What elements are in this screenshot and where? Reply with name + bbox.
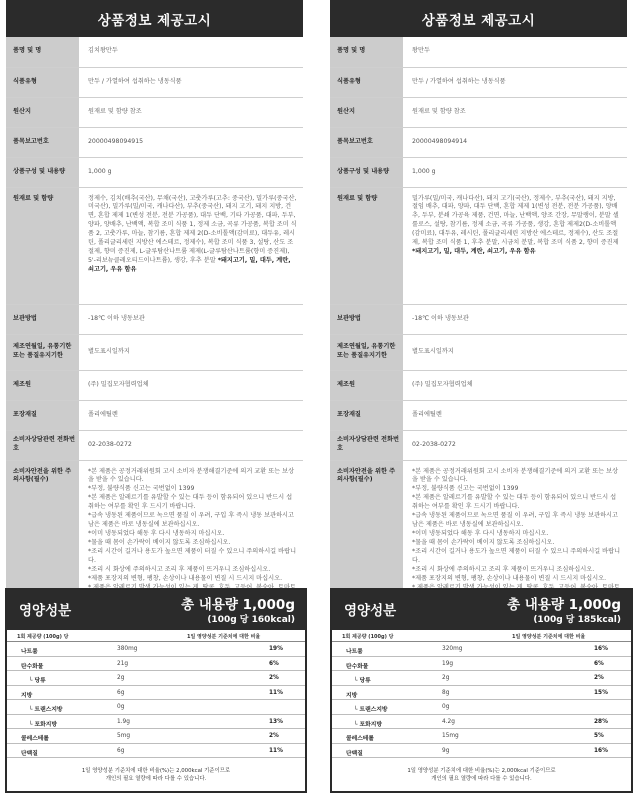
footnote-line-1: 1일 영양성분 기준치에 대한 비율(%)는 2,000kcal 기준이므로 (407, 767, 556, 774)
nutrient-name: 단백질 (21, 750, 38, 757)
info-key: 상품구성 및 내용량 (6, 157, 79, 187)
info-key: 원재료 및 함량 (330, 187, 403, 304)
nutrient-amount: 0g (442, 704, 450, 710)
nutrition-rows (332, 642, 631, 758)
info-value (79, 127, 303, 157)
info-key: 원산지 (6, 97, 79, 127)
nutrition-row (332, 686, 631, 701)
nutrition-total: 총 내용량 1,000g (181, 597, 295, 613)
nutrition-row (7, 686, 305, 701)
nutrient-name: 지방 (21, 692, 33, 699)
nutrition-kcal: (100g 당 160kcal) (207, 615, 295, 625)
nutrient-amount: 1.9g (117, 718, 130, 725)
serving-label: 1회 제공량 (100g) 당 (17, 634, 69, 640)
nutrient-percent: 2% (594, 675, 604, 681)
nutrition-row (332, 671, 631, 686)
info-key: 포장재질 (330, 400, 403, 430)
nutrient-percent: 6% (269, 660, 279, 667)
info-row (6, 37, 303, 67)
info-value (403, 37, 627, 67)
info-value-text: 정제수, 김치(배추(국산), 무채(국산), 고춧가루(고추: 중국산), 밀가루(중국산, 미국산), 밀가루(밀/미국, 캐나다산), 부추(중국산), 돼지 고기, 돼지 지방, 건면, 혼합 제제 1(변성 전분, 전분 가공품), 대두 단백, 기타 가공품, 대파, 두부, 양파, 양배추, 난백액, 복합 조미 식품 1, 정제 소금, 곡류 가공품, 복합 조미 식품 2, 고춧가루, 마늘, 참기름, 혼합 제제 2(D-소비톨액(감미료), 대두유, 레시틴, 폴리글리세린 지방산 에스테르, 정제수), 복합 조미 식품 3, 설탕, 산도 조절제, 향미 증진제, L-글루탐산나트륨 제제(L-글루탐산나트륨(향미 증진제), 5'-리보뉴클레오티드이나트륨), 생강, 후추 분말 (88, 194, 297, 265)
nutrient-name: └ 트랜스지방 (354, 704, 388, 713)
info-row (6, 67, 303, 97)
info-key: 보관방법 (330, 304, 403, 334)
info-key: 품명 및 명 (6, 37, 79, 67)
nutrient-name: └ 트랜스지방 (29, 704, 63, 713)
allergen-notice: *돼지고기, 밀, 대두, 계란, 쇠고기, 우유 함유 (88, 257, 291, 274)
info-key: 품목보고번호 (6, 127, 79, 157)
nutrient-percent: 15% (594, 689, 608, 696)
nutrient-percent: 11% (269, 747, 283, 754)
info-key: 제조연월일, 유통기한 또는 품질유지기한 (330, 334, 403, 370)
info-value (403, 334, 627, 370)
info-value (403, 97, 627, 127)
info-value-text: 만두 / 가열하여 섭취하는 냉동식품 (412, 77, 506, 85)
nutrient-name: └ 당류 (29, 675, 46, 684)
info-title: 상품정보 제공고시 (6, 0, 303, 37)
info-value (79, 334, 303, 370)
nutrition-panel-left (5, 588, 307, 793)
nutrition-row (7, 657, 305, 672)
nutrient-name: 지방 (346, 692, 358, 699)
info-row (330, 97, 627, 127)
nutrient-amount: 6g (117, 747, 125, 754)
info-row (330, 400, 627, 430)
info-value-text: 원재료 및 함량 참조 (412, 107, 466, 115)
info-value-text: 왕만두 (412, 47, 430, 55)
info-value (79, 97, 303, 127)
nutrition-footnote (7, 767, 305, 783)
info-row (330, 37, 627, 67)
info-value (403, 304, 627, 334)
info-row (6, 304, 303, 334)
nutrient-name: └ 포화지방 (29, 719, 57, 728)
info-key: 식품유형 (6, 67, 79, 97)
nutrition-row (7, 729, 305, 744)
info-value (79, 187, 303, 304)
info-row (6, 400, 303, 430)
nutrition-rows (7, 642, 305, 758)
info-row (6, 334, 303, 370)
info-row (6, 370, 303, 400)
info-value-text: 1,000 g (412, 167, 436, 175)
nutrition-row (7, 700, 305, 715)
info-row (330, 430, 627, 460)
info-value (403, 67, 627, 97)
info-row (330, 187, 627, 304)
info-value-text: -18℃ 이하 냉동보관 (88, 314, 145, 322)
nutrition-header (332, 590, 631, 630)
info-row (330, 334, 627, 370)
nutrition-row (332, 642, 631, 657)
info-row (6, 157, 303, 187)
nutrient-name: 콜레스테롤 (21, 736, 49, 742)
info-value-text: 02-2038-0272 (412, 440, 456, 448)
info-key: 소비자안전을 위한 주의사항(필수) (330, 460, 403, 617)
info-value (79, 400, 303, 430)
nutrient-name: 탄수화물 (346, 663, 369, 670)
nutrition-kcal: (100g 당 185kcal) (533, 615, 621, 625)
info-value-text: 폴리에틸렌 (412, 410, 442, 418)
info-value (403, 400, 627, 430)
nutrient-name: 탄수화물 (21, 663, 44, 670)
footnote-line-1: 1일 영양성분 기준치에 대한 비율(%)는 2,000kcal 기준이므로 (81, 767, 231, 774)
info-row (6, 430, 303, 460)
nutrition-row (332, 715, 631, 730)
info-value-text: 원재료 및 함량 참조 (88, 107, 142, 115)
info-value-text: *본 제품은 공정거래위원회 고시 소비자 분쟁해결기준에 의거 교환 또는 보상을 받을 수 있습니다. *부정, 불량식품 신고는 국번없이 1399 *본 제품은 알레르기를 유발할 수 있는 대두 등이 함유되어 있으니 반드시 섭취하는 여부를 확인 후 드시기 바랍니다. *급속 냉동된 제품이므로 녹으면 품질 이 우려, 구입 후 즉시 냉동 보관하시고 남은 제품은 바로 냉동실에 보관하십시오. *이미 냉동되었다 해동 후 다시 냉동하지 마십시오. *물을 때 몸이 손가락이 베이지 않도록 조심하십시오. *조리 시간이 길거나 용도가 높으면 제품이 터질 수 있으니 주의하시길 바랍니다. *조리 시 화상에 주의하시고 조리 후 제품이 뜨거우니 조심하십시오. *제품 포장지의 변형, 팽창, 손상이나 내용물이 변질 시 드시지 마십시오. (88, 467, 297, 583)
info-value-text: *본 제품은 공정거래위원회 고시 소비자 분쟁해결기준에 의거 교환 또는 보상을 받을 수 있습니다. *부정, 불량식품 신고는 국번없이 1399 *본 제품은 알레르기를 유발할 수 있는 대두 등이 함유되어 있으니 반드시 섭취하는 여부를 확인 후 드시기 바랍니다. *급속 냉동된 제품이므로 녹으면 품질 이 우려, 구입 후 즉시 냉동 보관하시고 남은 제품은 바로 냉동실에 보관하십시오. *이미 냉동되었다 해동 후 다시 냉동하지 마십시오. *물을 때 몸이 손가락이 베이지 않도록 조심하십시오. *조리 시간이 길거나 용도가 높으면 제품이 터질 수 있으니 주의하시길 바랍니다. *조리 시 화상에 주의하시고 조리 후 제품이 뜨거우니 조심하십시오. *제품 포장지의 변형, 팽창, 손상이나 내용물이 변질 시 드시지 마십시오. (412, 467, 621, 583)
info-title: 상품정보 제공고시 (330, 0, 627, 37)
info-row (330, 304, 627, 334)
info-value-text: 폴리에틸렌 (88, 410, 118, 418)
nutrition-title: 영양성분 (19, 603, 72, 619)
info-value-text: -18℃ 이하 냉동보관 (412, 314, 469, 322)
info-value (79, 370, 303, 400)
nutrient-name: 나트륨 (346, 649, 363, 655)
nutrient-amount: 380mg (117, 646, 138, 652)
nutrition-row (332, 700, 631, 715)
info-row (330, 127, 627, 157)
nutrient-amount: 4.2g (442, 718, 455, 725)
info-key: 제조원 (6, 370, 79, 400)
info-row (6, 187, 303, 304)
info-row (6, 97, 303, 127)
info-key: 품명 및 명 (330, 37, 403, 67)
nutrient-amount: 21g (117, 660, 129, 667)
nutrient-percent: 2% (269, 675, 279, 681)
nutrient-percent: 16% (594, 747, 608, 754)
info-value-text: (주) 밀집모자협력업체 (412, 380, 473, 388)
nutrient-percent: 16% (594, 646, 608, 652)
info-key: 품목보고번호 (330, 127, 403, 157)
nutrition-row (7, 744, 305, 759)
nutrient-percent: 6% (594, 660, 604, 667)
nutrition-title: 영양성분 (344, 603, 397, 619)
info-table (6, 37, 303, 618)
nutrition-row (7, 642, 305, 657)
nutrient-amount: 2g (442, 675, 450, 681)
nutrition-column-header (7, 630, 305, 642)
serving-label: 1회 제공량 (100g) 당 (342, 634, 394, 640)
info-key: 원재료 및 함량 (6, 187, 79, 304)
info-value (403, 430, 627, 460)
info-value-text: 02-2038-0272 (88, 440, 132, 448)
info-value-text: 만두 / 가열하여 섭취하는 냉동식품 (88, 77, 182, 85)
info-table (330, 37, 627, 618)
nutrient-amount: 6g (117, 689, 125, 696)
nutrient-amount: 320mg (442, 646, 463, 652)
info-key: 식품유형 (330, 67, 403, 97)
daily-value-label: 1일 영양성분 기준치에 대한 비율 (512, 634, 586, 640)
nutrient-percent: 19% (269, 646, 283, 652)
nutrient-amount: 5mg (117, 733, 131, 739)
nutrition-row (332, 657, 631, 672)
info-value (79, 157, 303, 187)
info-value-text: 별도표시일까지 (412, 347, 454, 355)
info-value (79, 37, 303, 67)
info-value (403, 187, 627, 304)
info-value (403, 157, 627, 187)
info-row (330, 370, 627, 400)
nutrient-percent: 28% (594, 718, 608, 725)
nutrient-name: 나트륨 (21, 649, 38, 655)
daily-value-label: 1일 영양성분 기준치에 대한 비율 (187, 634, 261, 640)
nutrient-amount: 9g (442, 747, 450, 754)
info-key: 제조연월일, 유통기한 또는 품질유지기한 (6, 334, 79, 370)
info-value-text: 밀가루(밀/미국, 캐나다산), 돼지 고기(국산), 정제수, 부추(국산), 돼지 지방, 절임 배추, 대파, 양파, 대두 단백, 혼합 제제 1(변성 전분, 전분 가공품), 양배추, 두부, 분쇄 가공육 제품, 건면, 마늘, 난백액, 양조 간장, 무말랭이, 분말 셀룰로스, 설탕, 참기름, 정제 소금, 곡류 가공품, 생강, 혼합 제제2(D-소비톨액(감미료), 대두유, 레시틴, 폴리글리세린 지방산 에스테르, 정제수), 산도 조절제, 복합 조미 식품 1, 후추 분말, 시금치 분말, 복합 조미 식품 2, 향미 증진제 (412, 194, 619, 247)
nutrient-name: └ 포화지방 (354, 719, 382, 728)
nutrition-panel-right (330, 588, 633, 793)
info-value-text: 20000498094914 (412, 137, 468, 145)
nutrient-percent: 11% (269, 689, 283, 696)
info-value (79, 304, 303, 334)
info-value-text: 별도표시일까지 (88, 347, 130, 355)
nutrition-row (332, 729, 631, 744)
info-key: 소비자상담관련 전화번호 (6, 430, 79, 460)
nutrition-row (7, 671, 305, 686)
info-key: 포장재질 (6, 400, 79, 430)
nutrient-name: 단백질 (346, 750, 363, 757)
nutrition-footnote (332, 767, 631, 783)
info-row (6, 127, 303, 157)
info-value-text: 김치왕만두 (88, 47, 118, 55)
nutrient-amount: 19g (442, 660, 454, 667)
nutrient-amount: 2g (117, 675, 125, 681)
info-row (330, 157, 627, 187)
nutrition-header (7, 590, 305, 630)
info-key: 소비자상담관련 전화번호 (330, 430, 403, 460)
info-key: 상품구성 및 내용량 (330, 157, 403, 187)
nutrient-amount: 8g (442, 689, 450, 696)
nutrition-row (7, 715, 305, 730)
nutrition-row (332, 744, 631, 759)
product-info-panel-left (6, 0, 303, 618)
info-value (403, 370, 627, 400)
info-key: 원산지 (330, 97, 403, 127)
nutrition-total: 총 내용량 1,000g (507, 597, 621, 613)
product-info-panel-right (330, 0, 627, 618)
allergen-notice: *돼지고기, 밀, 대두, 계란, 쇠고기, 우유 함유 (412, 248, 536, 256)
nutrient-amount: 15mg (442, 733, 459, 739)
info-key: 제조원 (330, 370, 403, 400)
info-row (330, 67, 627, 97)
info-value-text: 1,000 g (88, 167, 112, 175)
info-key: 보관방법 (6, 304, 79, 334)
info-key: 소비자안전을 위한 주의사항(필수) (6, 460, 79, 617)
nutrient-percent: 13% (269, 718, 283, 725)
nutrient-name: └ 당류 (354, 675, 371, 684)
nutrient-name: 콜레스테롤 (346, 736, 374, 742)
nutrient-percent: 2% (269, 733, 279, 739)
info-value (79, 67, 303, 97)
footnote-line-2: 개인의 필요 열량에 따라 다를 수 있습니다. (431, 775, 532, 782)
nutrient-percent: 5% (594, 733, 604, 739)
footnote-line-2: 개인의 필요 열량에 따라 다를 수 있습니다. (105, 775, 207, 782)
nutrition-column-header (332, 630, 631, 642)
info-value-text: 20000498094915 (88, 137, 144, 145)
info-value-text: (주) 밀집모자협력업체 (88, 380, 149, 388)
info-value (403, 127, 627, 157)
nutrient-amount: 0g (117, 704, 125, 710)
info-value (79, 430, 303, 460)
